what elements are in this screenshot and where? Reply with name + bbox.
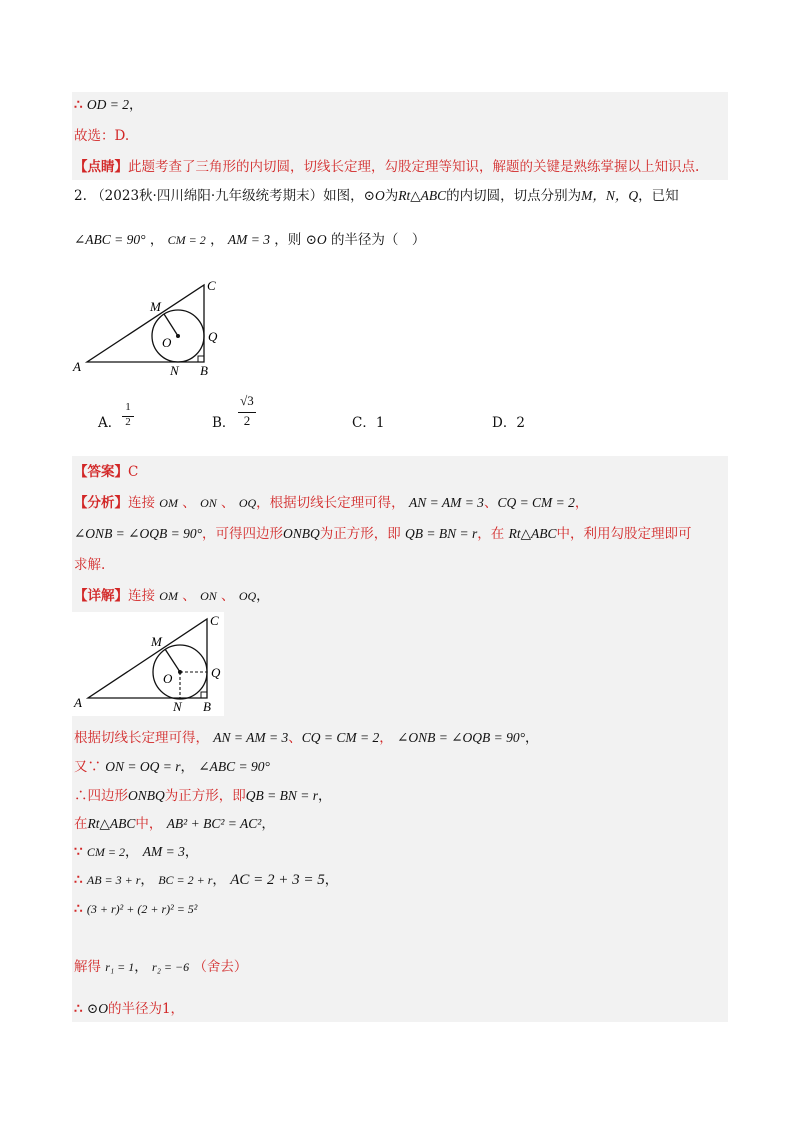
- label-q: Q: [208, 329, 218, 344]
- condition-cm: CM = 2: [167, 233, 206, 247]
- answer-tag: 【答案】: [74, 464, 128, 480]
- choice-b-denominator: 2: [243, 413, 251, 428]
- solution-line-6: ∴ AB = 3 + r， BC = 2 + r， AC = 2 + 3 = 5，: [74, 872, 339, 888]
- choice-a-label: A．: [98, 415, 122, 431]
- triangle-abc: [88, 619, 207, 698]
- analysis-tag: 【分析】: [74, 495, 128, 511]
- choice-b-numerator: √3: [240, 393, 254, 408]
- choice-d: D．2: [492, 415, 525, 431]
- question-line-1: 2. （2023秋·四川绵阳·九年级统考期末）如图，⊙O为Rt△ABC的内切圆，切点分别为M，N，Q，已知: [74, 188, 679, 204]
- radius-om: [164, 314, 178, 336]
- choice-a-denominator: 2: [125, 416, 131, 428]
- answer-line: [74, 463, 138, 481]
- label-b: B: [203, 699, 211, 714]
- label-n: N: [173, 699, 182, 714]
- label-q: Q: [211, 665, 221, 680]
- answer-value: C: [128, 464, 139, 480]
- solution-line-9: ∴ ⊙O的半径为1，: [74, 1001, 185, 1017]
- detail-line: 【详解】连接 OM 、 ON 、 OQ，: [74, 588, 270, 604]
- question-number: 2.: [74, 188, 87, 204]
- comment-line: [74, 158, 699, 176]
- analysis-line-1: 【分析】连接 OM 、 ON 、 OQ，根据切线长定理可得， AN = AM = 3、CQ = CM = 2，: [74, 495, 589, 511]
- triangle-figure-1: [70, 275, 230, 385]
- right-angle-mark: [201, 692, 207, 698]
- question-line-2: ∠ABC = 90° ， CM = 2 ， AM = 3 ，则 ⊙O 的半径为（ ）: [74, 232, 426, 248]
- circle-o-2: ⊙O: [305, 232, 327, 247]
- triangle-figure-2: [72, 612, 224, 716]
- tangent-points: M，N，Q: [581, 188, 639, 203]
- center-point: [178, 670, 182, 674]
- label-m: M: [150, 299, 161, 314]
- radius-om: [165, 649, 180, 672]
- choice-c: C．1: [352, 415, 385, 431]
- analysis-line-2: ∠ONB = ∠OQB = 90°，可得四边形ONBQ为正方形，即 QB = BN = r，在 Rt△ABC中，利用勾股定理即可: [74, 526, 692, 542]
- right-angle-mark: [198, 356, 204, 362]
- label-o: O: [162, 335, 172, 350]
- label-c: C: [207, 278, 216, 293]
- solution-line-2: 又∵ ON = OQ = r， ∠ABC = 90°: [74, 759, 270, 775]
- od-equation: OD = 2: [86, 97, 129, 112]
- choice-b-label: B．: [212, 415, 236, 431]
- solution-line-5: ∵ CM = 2， AM = 3，: [74, 844, 199, 860]
- solution-line-7: ∴ (3 + r)² + (2 + r)² = 5²: [74, 901, 198, 917]
- question-source: （2023秋·四川绵阳·九年级统考期末）如图，: [91, 188, 364, 204]
- triangle-abc: [87, 285, 204, 362]
- solution-line-4: 在Rt△ABC中， AB² + BC² = AC²，: [74, 816, 275, 832]
- od-line: ∴ OD = 2，: [74, 97, 143, 113]
- detail-tag: 【详解】: [74, 588, 128, 604]
- solution-line-1: 根据切线长定理可得， AN = AM = 3、CQ = CM = 2， ∠ONB = ∠OQB = 90°，: [74, 730, 539, 746]
- therefore-symbol: ∴: [74, 97, 83, 113]
- label-b: B: [200, 363, 208, 378]
- label-n: N: [170, 363, 179, 378]
- solution-line-3: ∴四边形ONBQ为正方形，即QB = BN = r，: [74, 788, 332, 804]
- label-c: C: [210, 613, 219, 628]
- label-a: A: [73, 359, 81, 374]
- choose-line: 故选：D.: [74, 128, 130, 144]
- solution-line-8: 解得 r₁ = 1， r₂ = −6 （舍去）: [74, 959, 248, 975]
- comment-text: 此题考查了三角形的内切圆，切线长定理，勾股定理等知识，解题的关键是熟练掌握以上知识点.: [128, 159, 700, 175]
- condition-angle: ∠ABC = 90°: [74, 232, 146, 247]
- center-point: [176, 334, 180, 338]
- analysis-line-3: 求解.: [74, 557, 106, 573]
- label-a: A: [74, 695, 82, 710]
- choice-a-numerator: 1: [125, 401, 131, 413]
- comment-tag: 【点睛】: [74, 159, 128, 175]
- rt-abc: Rt△ABC: [398, 188, 447, 203]
- circle-o: ⊙O: [363, 188, 385, 203]
- label-m: M: [151, 634, 162, 649]
- label-o: O: [163, 671, 173, 686]
- condition-am: AM = 3: [227, 232, 270, 247]
